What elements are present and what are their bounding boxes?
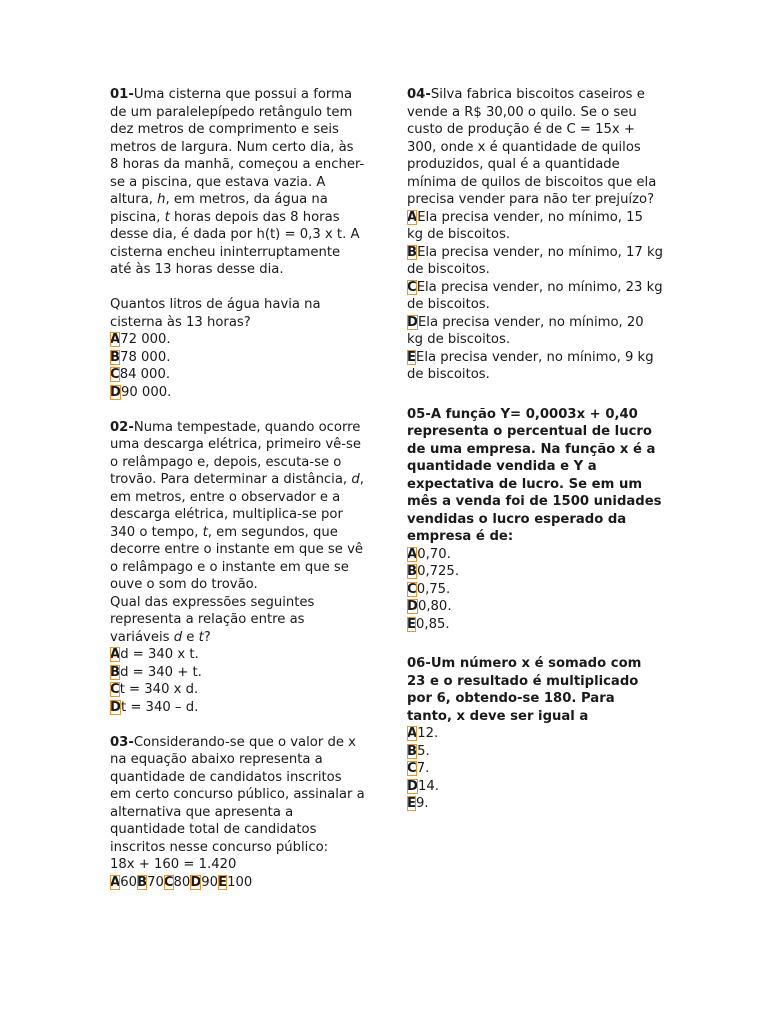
question-02 (110, 419, 365, 717)
option-letter: B (407, 743, 418, 759)
option-a[interactable] (110, 875, 137, 890)
option-text: Ela precisa vender, no mínimo, 17 kg de biscoitos. (407, 244, 664, 277)
option-letter: D (407, 778, 418, 794)
question-05-statement (407, 406, 663, 546)
question-04 (407, 86, 663, 384)
option-text: Ela precisa vender, no mínimo, 20 kg de biscoitos. (407, 314, 644, 347)
option-text: 14. (417, 778, 439, 794)
option-a[interactable] (110, 646, 365, 664)
question-01 (110, 86, 365, 401)
question-03-statement (110, 734, 365, 857)
option-letter: A (110, 874, 121, 890)
question-02-prompt (110, 594, 365, 647)
option-letter: C (407, 581, 417, 597)
option-e[interactable] (407, 795, 663, 813)
option-text: Ela precisa vender, no mínimo, 15 kg de biscoitos. (407, 209, 643, 242)
option-letter: A (110, 332, 121, 347)
options-row (110, 874, 365, 892)
option-c[interactable] (110, 681, 365, 699)
option-letter: C (407, 761, 417, 776)
question-04-statement (407, 86, 663, 209)
variable-t: t (202, 524, 208, 540)
option-c[interactable] (407, 279, 663, 314)
option-letter: A (110, 647, 121, 662)
option-text: 0,725. (417, 564, 460, 579)
question-number: 03- (110, 734, 134, 750)
option-text: d = 340 x t. (120, 647, 199, 662)
option-d[interactable] (190, 875, 218, 890)
option-letter: A (407, 546, 418, 562)
option-letter: C (110, 367, 120, 382)
option-letter: D (407, 314, 418, 330)
option-e[interactable] (218, 875, 252, 890)
option-text: 12. (417, 726, 439, 741)
option-text: 9. (416, 796, 429, 811)
option-b[interactable] (407, 244, 663, 279)
option-c[interactable] (110, 366, 365, 384)
question-text: e (182, 629, 199, 645)
option-b[interactable] (407, 563, 663, 581)
question-text: Silva fabrica biscoitos caseiros e vende a R$ 30,00 o quilo. Se o seu custo de produção é de C = 15x + 300, onde x é quantidade de quilos produzidos, qual é a quantidade mínima de quilos de biscoitos que ela precisa vender para não ter prejuízo? (407, 87, 657, 207)
equation: 18x + 160 = 1.420 (110, 857, 237, 872)
option-text: t = 340 – d. (120, 699, 199, 715)
option-letter: D (110, 384, 121, 400)
option-text: d = 340 + t. (120, 664, 202, 680)
option-b[interactable] (110, 349, 365, 367)
option-text: 78 000. (120, 349, 171, 365)
question-number: 02- (110, 419, 134, 435)
option-c[interactable] (407, 581, 663, 599)
option-letter: A (407, 209, 418, 225)
option-text: 0,75. (416, 581, 451, 597)
option-e[interactable] (407, 349, 663, 384)
question-number: 04- (407, 87, 431, 102)
option-letter: C (407, 279, 417, 295)
option-text: 0,80. (417, 599, 452, 614)
option-b[interactable] (407, 743, 663, 761)
question-03 (110, 734, 365, 892)
question-01-prompt: Quantos litros de água havia na cisterna às 13 horas? (110, 297, 321, 330)
option-letter: E (218, 874, 228, 890)
variable-d: d (173, 629, 183, 645)
option-letter: E (407, 796, 417, 811)
question-text: A função Y= 0,0003x + 0,40 representa o percentual de lucro de uma empresa. Na função x é a quantidade vendida e Y a expectativa de lucro. Se em um mês a venda foi de 1500 unidades vendidas o lucro esperado da empresa é de: (407, 406, 662, 544)
question-text: horas depois das 8 horas desse dia, é dada por h(t) = 0,3 x t. A cisterna encheu ininterruptamente até às 13 horas desse dia. (110, 209, 360, 277)
option-c[interactable] (407, 760, 663, 778)
question-number: 06- (407, 656, 431, 671)
option-letter: B (407, 564, 418, 579)
question-text: , em metros, da água na piscina, (110, 192, 328, 225)
option-d[interactable] (407, 598, 663, 616)
option-letter: C (163, 874, 174, 890)
option-letter: D (110, 699, 121, 715)
question-text: Uma cisterna que possui a forma de um paralelepípedo retângulo tem dez metros de comprimento e seis metros de largura. Num certo dia, às 8 horas da manhã, começou a encher-se a piscina, que estava vazia. A altura, (110, 87, 365, 207)
right-column (407, 86, 663, 813)
option-letter: B (110, 664, 121, 680)
variable-t: t (198, 629, 204, 645)
option-b[interactable] (137, 875, 164, 890)
option-e[interactable] (407, 616, 663, 634)
option-a[interactable] (110, 331, 365, 349)
option-text: 72 000. (120, 332, 171, 347)
question-number: 01- (110, 87, 134, 102)
question-06 (407, 655, 663, 813)
option-text: Ela precisa vender, no mínimo, 23 kg de biscoitos. (407, 279, 663, 312)
option-text: t = 340 x d. (119, 682, 199, 697)
option-d[interactable] (407, 778, 663, 796)
variable-d: d (351, 472, 360, 487)
question-text: , em segundos, que decorre entre o instante em que se vê o relâmpago e o instante em que se ouve o som do trovão. (110, 524, 364, 592)
option-text: 7. (416, 761, 430, 776)
question-text: Considerando-se que o valor de x na equação abaixo representa a quantidade de candidatos inscritos em certo concurso público, assinalar a alternativa que apresenta a quantidade total de candidatos inscritos nesse concurso público: (110, 734, 365, 855)
option-letter: B (137, 874, 148, 890)
question-02-statement (110, 419, 365, 594)
option-c[interactable] (164, 875, 190, 890)
option-a[interactable] (407, 546, 663, 564)
option-b[interactable] (110, 664, 365, 682)
option-text: 0,70. (417, 546, 451, 562)
question-text: , em metros, entre o observador e a descarga elétrica, multiplica-se por 340 o tempo, (110, 472, 364, 540)
variable-t: t (164, 209, 170, 225)
question-text: ? (203, 629, 211, 645)
option-letter: E (407, 616, 417, 632)
option-text: 5. (417, 743, 430, 759)
option-a[interactable] (407, 725, 663, 743)
question-text: Qual das expressões seguintes representa a relação entre as variáveis (110, 594, 315, 645)
option-text: 90 (201, 874, 219, 890)
question-text: Numa tempestade, quando ocorre uma descarga elétrica, primeiro vê-se o relâmpago e, depois, escuta-se o trovão. Para determinar a distância, (110, 419, 361, 487)
option-letter: B (110, 349, 121, 365)
option-a[interactable] (407, 209, 663, 244)
option-letter: E (407, 349, 417, 365)
option-text: 90 000. (120, 384, 172, 400)
option-d[interactable] (110, 699, 365, 717)
option-text: 70 (147, 874, 164, 890)
option-letter: C (110, 682, 120, 697)
option-text: Ela precisa vender, no mínimo, 9 kg de biscoitos. (407, 349, 654, 382)
question-number: 05- (407, 406, 431, 422)
option-letter: D (190, 874, 202, 890)
question-01-statement (110, 86, 365, 279)
option-text: 0,85. (416, 616, 450, 632)
question-text: Um número x é somado com 23 e o resultado é multiplicado por 6, obtendo-se 180. Para tanto, x deve ser igual a (407, 656, 642, 724)
option-letter: A (407, 726, 418, 741)
option-text: 84 000. (119, 367, 171, 382)
option-d[interactable] (407, 314, 663, 349)
option-d[interactable] (110, 384, 365, 402)
option-letter: D (407, 599, 418, 614)
option-letter: B (407, 244, 418, 260)
option-text: 100 (227, 874, 253, 890)
option-text: 60 (120, 874, 137, 890)
question-05 (407, 406, 663, 634)
question-06-statement (407, 655, 663, 725)
left-column (110, 86, 365, 891)
variable-h: h (157, 192, 166, 207)
option-text: 80 (173, 874, 191, 890)
